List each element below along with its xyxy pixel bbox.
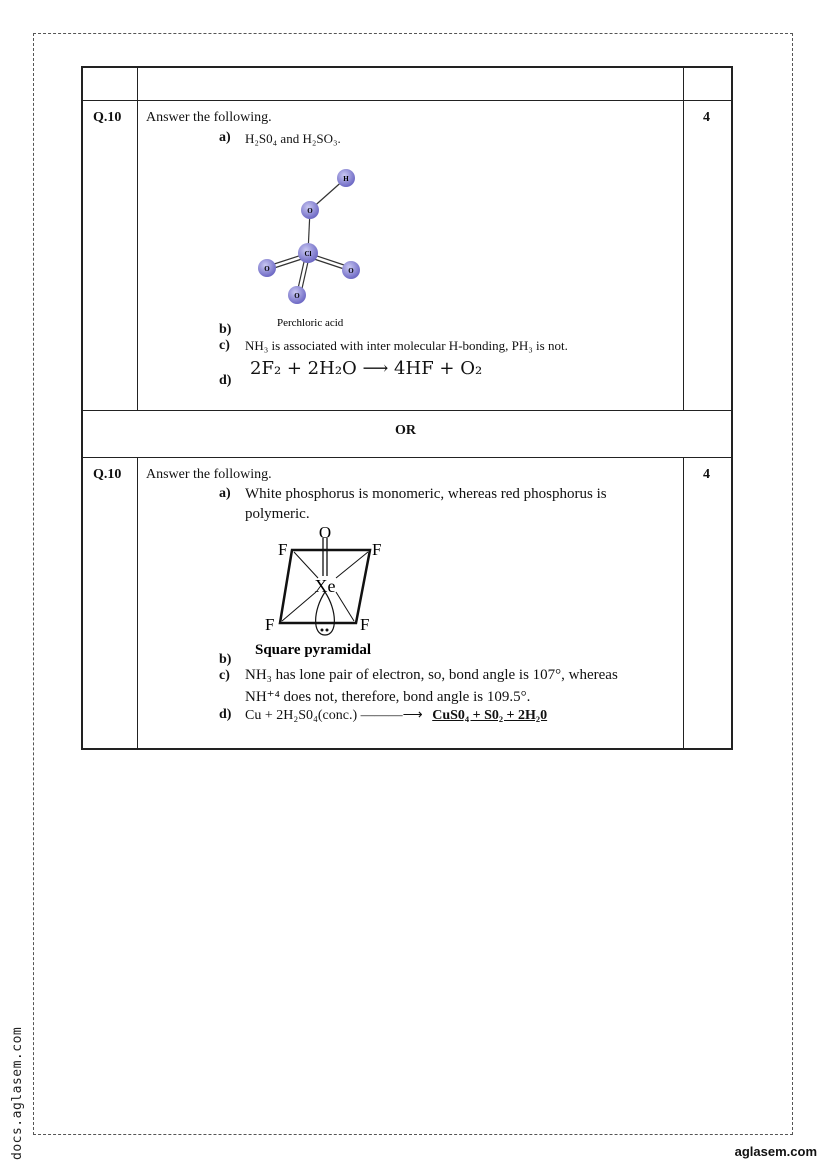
atom-label: Xe: [314, 576, 336, 596]
table-row-divider: [81, 457, 733, 458]
question-number: Q.10: [93, 467, 122, 482]
col-divider: [683, 457, 684, 749]
perchloric-acid-diagram: [250, 160, 380, 335]
table-top-border: [81, 66, 733, 68]
atom-label: O: [307, 207, 313, 215]
part-c-label: c): [219, 668, 230, 683]
part-c-text: NH₃ has lone pair of electron, so, bond angle is 107°, whereas: [245, 667, 618, 683]
part-a-text-cont: polymeric.: [245, 506, 310, 522]
part-c-label: c): [219, 338, 230, 353]
atom-label: O: [264, 265, 270, 273]
question-number: Q.10: [93, 110, 122, 125]
question-intro: Answer the following.: [146, 110, 272, 125]
table-bottom-border: [81, 748, 733, 750]
part-a-label: a): [219, 486, 231, 501]
question-intro: Answer the following.: [146, 467, 272, 482]
table-header-divider: [81, 100, 733, 101]
xe-f-bond: [336, 592, 354, 621]
part-a-label: a): [219, 130, 231, 145]
question-marks: 4: [703, 110, 710, 125]
part-b-label: b): [219, 322, 232, 337]
atom-label: O: [318, 523, 332, 542]
part-b-label: b): [219, 652, 232, 667]
atom-label: Cl: [304, 250, 312, 258]
side-watermark-url: docs.aglasem.com: [10, 1026, 25, 1160]
xe-f-bond: [282, 592, 316, 621]
atom-label: O: [348, 267, 354, 275]
part-a-text: H₂S0₄ and H₂SO₃.: [245, 131, 341, 146]
equation-reactants: Cu + 2H₂S0₄(conc.) ———⟶: [245, 708, 423, 723]
part-d-label: d): [219, 373, 232, 388]
atom-label: H: [343, 175, 349, 183]
question-marks: 4: [703, 467, 710, 482]
col-divider: [683, 66, 684, 411]
atom-label: F: [360, 615, 370, 634]
lone-pair-lobe: [316, 592, 335, 635]
part-c-text: NH₃ is associated with inter molecular H-bonding, PH₃ is not.: [245, 338, 568, 353]
col-divider: [137, 457, 138, 749]
or-separator: OR: [395, 423, 416, 438]
table-right-border: [731, 66, 733, 750]
table-left-border: [81, 66, 83, 750]
xe-f-bond: [336, 552, 368, 578]
part-d-equation: [245, 707, 547, 724]
part-c-text-cont: NH⁺⁴ does not, therefore, bond angle is 109.5°.: [245, 689, 531, 705]
lone-pair-electron: [326, 629, 329, 632]
atom-label: O: [294, 292, 300, 300]
atom-label: F: [372, 540, 382, 559]
part-d-equation: 2F₂ + 2H₂O ⟶ 4HF + O₂: [250, 358, 483, 379]
equation-products: CuS0₄ + S0₂ + 2H₂0: [432, 708, 548, 723]
square-pyramidal-diagram: [250, 520, 410, 660]
diagram-caption: Square pyramidal: [255, 642, 371, 658]
xe-f-bond: [294, 552, 318, 578]
footer-brand: aglasem.com: [734, 1144, 817, 1159]
lone-pair-electron: [321, 629, 324, 632]
col-divider: [137, 66, 138, 411]
table-row-divider: [81, 410, 733, 411]
part-a-text: White phosphorus is monomeric, whereas red phosphorus is: [245, 486, 607, 502]
page-border: [33, 33, 793, 1135]
atom-label: F: [265, 615, 275, 634]
atom-label: F: [278, 540, 288, 559]
diagram-caption: Perchloric acid: [277, 317, 344, 329]
part-d-label: d): [219, 707, 232, 722]
